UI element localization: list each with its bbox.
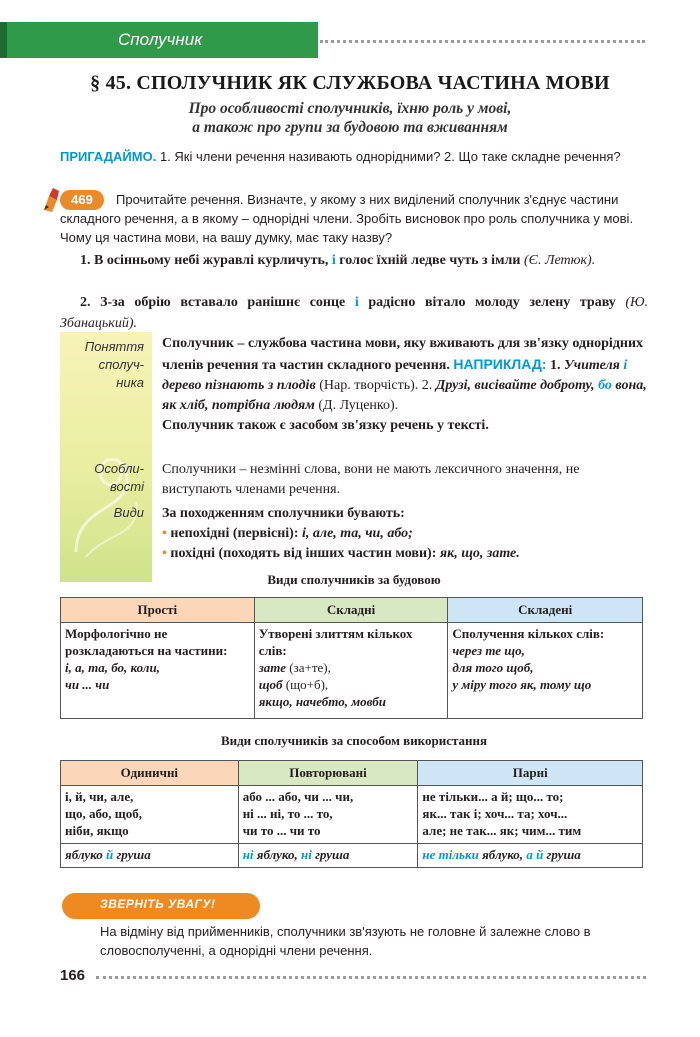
example-label: НАПРИКЛАД: <box>453 356 547 372</box>
label-concept-1: Поняття <box>84 339 144 354</box>
cell-example: і, а, та, бо, коли, <box>65 660 160 675</box>
footer-dotted-line <box>96 976 646 979</box>
definition-labels-column <box>60 332 152 582</box>
example-conjunction: ні <box>301 847 312 862</box>
cell-line: ні ... ні, то ... то, <box>242 806 333 821</box>
example-1-number: 1. <box>546 358 565 373</box>
cell-text: Сполучення кількох слів: <box>452 626 605 641</box>
table-2-example-single <box>61 844 239 868</box>
table-1-cell-simple <box>61 623 255 719</box>
types-2-label: похідні (походять від інших частин мови): <box>170 546 440 561</box>
paragraph-title: § 45. СПОЛУЧНИК ЯК СЛУЖБОВА ЧАСТИНА МОВИ <box>90 72 610 94</box>
table-2-example-repeated <box>238 844 418 868</box>
example-sentence-2 <box>60 292 648 334</box>
cell-example: чи ... чи <box>65 677 110 692</box>
section-label: Сполучник <box>118 30 203 49</box>
table-2-cell-single <box>61 786 239 844</box>
table-2-header: Одиничні <box>61 761 239 786</box>
example-word: груша <box>311 847 350 862</box>
types-2-examples: як, що, зате. <box>439 546 520 561</box>
table-1-header: Прості <box>61 598 255 623</box>
concept-text-2: Сполучник також є засобом зв'язку речень у тексті. <box>162 418 489 433</box>
example-word: груша <box>543 847 581 862</box>
example-1-part-b: дерево пізнають з плодів <box>162 378 316 393</box>
example-word: яблуко, <box>478 847 527 862</box>
example-conjunction: ні <box>242 847 254 862</box>
types-block <box>162 504 648 564</box>
sentence-1-part-a: 1. В осінньому небі журавлі курличуть, <box>80 253 332 268</box>
types-intro: За походженням сполучники бувають: <box>162 506 405 521</box>
cell-example-note: (що+б), <box>282 677 329 692</box>
header-bar-edge <box>0 22 7 58</box>
sentence-2-part-a: 2. З-за обрію вставало ранішнє сонце <box>80 295 355 310</box>
example-1-conjunction: і <box>623 358 628 373</box>
table-1-cell-composite <box>448 623 643 719</box>
pencil-icon <box>40 186 62 212</box>
table-2-row <box>61 786 643 844</box>
cell-example: через те що, <box>452 643 525 658</box>
table-1-caption: Види сполучників за будовою <box>267 572 441 587</box>
label-concept-3: ника <box>116 375 144 390</box>
recall-block <box>60 147 648 166</box>
bullet-icon: • <box>162 526 171 541</box>
subtitle-line-2: а також про групи за будовою та вживанням <box>192 119 508 136</box>
table-1-header: Складні <box>254 598 448 623</box>
table-2-header: Повторювані <box>238 761 418 786</box>
cell-text: Утворені злиттям кількох слів: <box>258 626 413 658</box>
bullet-icon: • <box>162 546 171 561</box>
exercise-task: Прочитайте речення. Визначте, у якому з них виділений сполучник з'єднує частини складного речення, а в якому – однорідні члени. Зробіть висновок про роль сполучника у мові. Чому ця частина мови, на вашу думку, має таку назву? <box>60 192 634 245</box>
recall-text: 1. Які члени речення називають однорідними? 2. Що таке складне речення? <box>156 149 621 164</box>
example-2-conjunction: бо <box>598 378 612 393</box>
attention-text: На відміну від прийменників, сполучники зв'язують не головне й залежне слово в словосполученні, а однорідні члени речення. <box>100 924 591 958</box>
cell-example: якщо, начебто, мовби <box>258 694 386 709</box>
example-1-source: (Нар. творчість). 2. <box>315 378 436 393</box>
page-number: 166 <box>60 967 86 984</box>
example-conjunction: не тільки <box>422 847 479 862</box>
cell-line: ніби, якщо <box>65 823 129 838</box>
subtitle-line-1: Про особливості сполучників, їхню роль у мові, <box>188 100 512 117</box>
table-2-header: Парні <box>418 761 643 786</box>
table-1-header-row <box>61 598 643 623</box>
sentence-1-conjunction: і <box>331 253 336 268</box>
table-1-cell-compound <box>254 623 448 719</box>
example-sentence-1 <box>60 250 648 271</box>
types-1-examples: і, але, та, чи, або; <box>302 526 413 541</box>
cell-line: як... так і; хоч... та; хоч... <box>422 806 568 821</box>
label-types: Види <box>113 505 144 520</box>
cell-text: Морфологічно не розкладаються на частини: <box>65 626 228 658</box>
table-2-example-paired <box>418 844 643 868</box>
exercise-number-badge: 469 <box>60 190 104 210</box>
example-word: груша <box>113 847 151 862</box>
cell-example-note: (за+те), <box>286 660 331 675</box>
concept-definition: Сполучник – службова частина мови, яку вживають для зв'язку однорідних членів речення та частин складного речення. <box>162 336 644 373</box>
sentence-1-source: (Є. Летюк). <box>523 253 596 268</box>
cell-line: чи то ... чи то <box>242 823 321 838</box>
table-by-structure <box>60 597 643 719</box>
table-1-row <box>61 623 643 719</box>
table-2-cell-repeated <box>238 786 418 844</box>
sentence-1-part-b: голос їхній ледве чуть з імли <box>335 253 524 268</box>
attention-label: ЗВЕРНІТЬ УВАГУ! <box>100 897 216 911</box>
cell-example: щоб <box>258 677 283 692</box>
example-2-source: (Д. Луценко). <box>314 398 399 413</box>
example-conjunction: а й <box>526 847 544 862</box>
cell-line: що, або, щоб, <box>65 806 143 821</box>
table-2-example-row <box>61 844 643 868</box>
concept-text <box>162 334 648 436</box>
features-text: Сполучники – незмінні слова, вони не мають лексичного значення, не виступають членами речення. <box>162 462 580 497</box>
recall-label: ПРИГАДАЙМО. <box>60 149 157 164</box>
label-features-2: вості <box>110 479 144 494</box>
sentence-2-part-b: радісно вітало молоду зелену траву <box>358 295 626 310</box>
cell-example: для того щоб, <box>452 660 534 675</box>
sentence-2-source: (Ю. Збанацький). <box>60 295 649 331</box>
cell-example: у міру того як, тому що <box>452 677 592 692</box>
table-2-cell-paired <box>418 786 643 844</box>
header-dotted-line <box>320 40 645 43</box>
example-2-part-b: вона, як хліб, потрібна людям <box>162 378 647 413</box>
sentence-2-conjunction: і <box>354 295 359 310</box>
table-1-header: Складені <box>448 598 643 623</box>
table-2-caption: Види сполучників за способом використання <box>220 733 488 748</box>
example-1-part-a: Учителя <box>564 358 624 373</box>
cell-example: зате <box>258 660 287 675</box>
cell-line: не тільки... а й; що... то; <box>422 789 564 804</box>
example-conjunction: й <box>105 847 114 862</box>
cell-line: і, й, чи, але, <box>65 789 134 804</box>
example-word: яблуко, <box>253 847 302 862</box>
label-concept-2: сполуч- <box>98 357 144 372</box>
cell-line: але; не так... як; чим... тим <box>422 823 582 838</box>
example-2-part-a: Друзі, висівайте доброту, <box>435 378 599 393</box>
table-2-header-row <box>61 761 643 786</box>
example-word: яблуко <box>65 847 106 862</box>
label-features-1: Особли- <box>94 461 144 476</box>
cell-line: або ... або, чи ... чи, <box>242 789 354 804</box>
types-1-label: непохідні (первісні): <box>170 526 303 541</box>
table-by-usage <box>60 760 643 868</box>
